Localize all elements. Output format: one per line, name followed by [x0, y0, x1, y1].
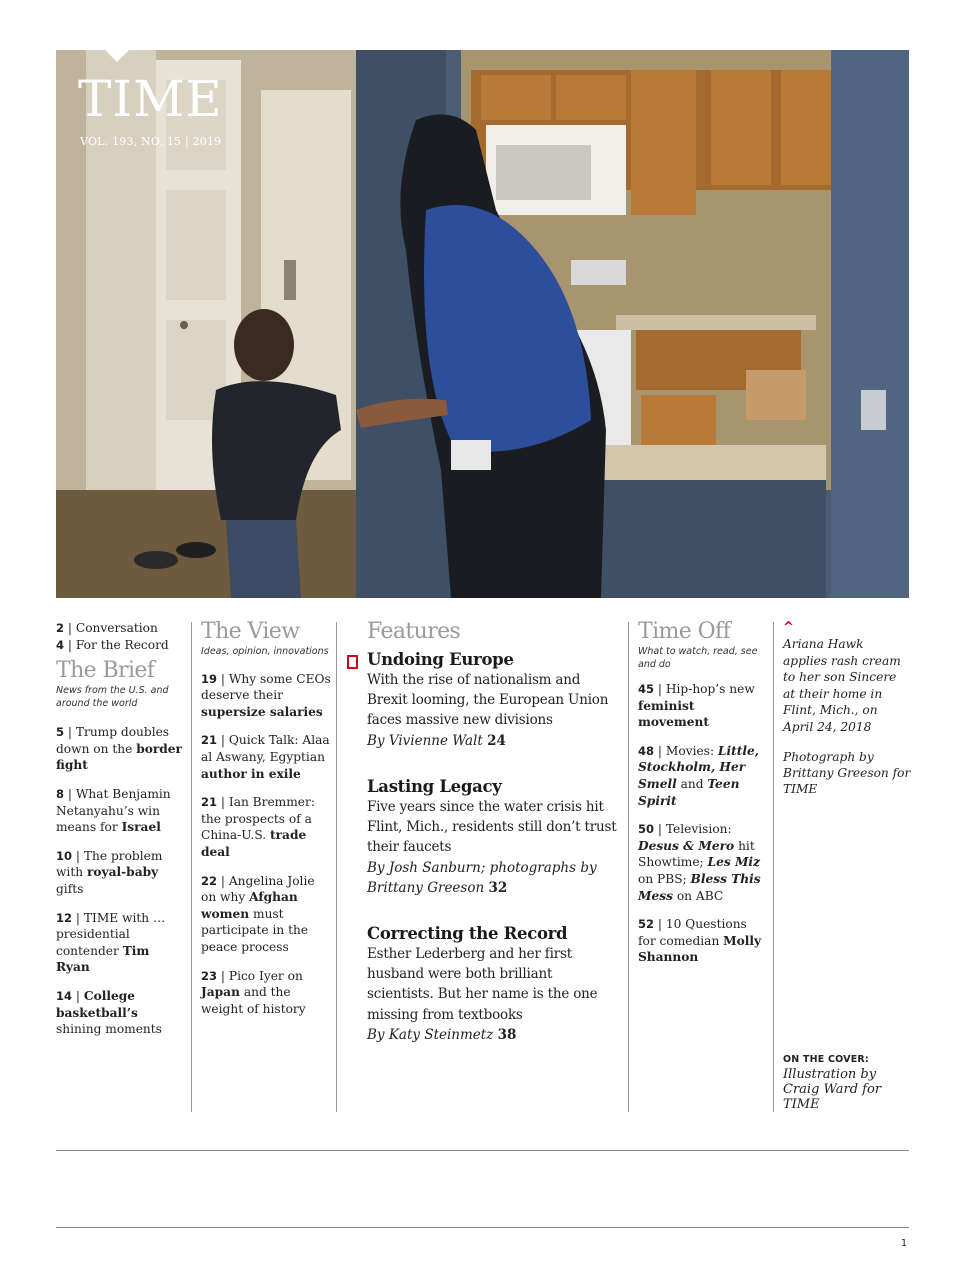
column-divider [628, 622, 629, 1112]
toc-entry[interactable]: 50 | Television: Desus & Mero hit Showtime; Les Miz on PBS; Bless This Mess on ABC [638, 822, 761, 903]
toc-entry[interactable]: 21 | Ian Bremmer: the prospects of a China-U.S. trade deal [201, 795, 315, 859]
page-number: 1 [901, 1238, 908, 1249]
feature-item[interactable] [367, 924, 622, 1045]
toc-entry[interactable]: 14 | College basketball’s shining moments [56, 988, 162, 1037]
feature-byline: By Katy Steinmetz 38 [367, 1026, 517, 1043]
volume-line: VOL. 193, NO. 15 | 2019 [80, 135, 222, 148]
feature-description: Five years since the water crisis hit Flint, Mich., residents still don’t trust their faucets [367, 798, 617, 856]
toc-entry[interactable]: 48 | Movies: Little, Stockholm, Her Smell and Teen Spirit [638, 743, 760, 808]
section-subtitle: What to watch, read, see and do [638, 646, 758, 670]
toc-entry[interactable]: 21 | Quick Talk: Alaa al Aswany, Egyptian author in exile [201, 733, 330, 781]
toc-entry[interactable]: 23 | Pico Iyer on Japan and the weight of history [201, 968, 306, 1016]
cover-photo [56, 50, 909, 598]
feature-title: Lasting Legacy [367, 777, 502, 796]
column-timeoff [638, 620, 766, 966]
toc-entry[interactable]: 12 | TIME with … presidential contender Tim Ryan [56, 910, 166, 975]
feature-item[interactable] [367, 650, 622, 751]
photo-illustration [56, 50, 909, 598]
column-divider [336, 622, 337, 1112]
time-logo: TIME [78, 70, 223, 128]
toc-entry[interactable]: 10 | The problem with royal-baby gifts [56, 848, 163, 896]
feature-byline: By Vivienne Walt 24 [367, 732, 506, 749]
toc-entry[interactable]: 19 | Why some CEOs deserve their supersize salaries [201, 671, 331, 719]
view-list [201, 671, 331, 1018]
column-features [367, 620, 622, 644]
cover-label: ON THE COVER: [783, 1054, 869, 1065]
cover-credit: Illustration by Craig Ward for TIME [783, 1067, 882, 1112]
toc-entry[interactable]: 8 | What Benjamin Netanyahu’s win means for Israel [56, 786, 171, 835]
feature-marker-icon [347, 655, 358, 669]
section-subtitle: Ideas, opinion, innovations [201, 646, 329, 658]
brief-list [56, 724, 186, 1038]
toc-entry[interactable]: 5 | Trump doubles down on the border fight [56, 725, 182, 773]
section-title: Features [367, 619, 461, 644]
feature-title: Correcting the Record [367, 924, 568, 943]
feature-title: Undoing Europe [367, 650, 514, 669]
column-divider [773, 622, 774, 1112]
photo-credit: Photograph by Brittany Greeson for TIME [783, 750, 911, 796]
horizontal-rule [56, 1150, 909, 1151]
section-title: Time Off [638, 619, 731, 644]
feature-byline: By Josh Sanburn; photographs by Brittany Greeson 32 [367, 859, 597, 896]
column-divider [191, 622, 192, 1112]
toc-entry[interactable]: 2 | Conversation [56, 621, 158, 635]
horizontal-rule [56, 1227, 909, 1228]
timeoff-list [638, 681, 766, 966]
section-subtitle: News from the U.S. and around the world [56, 685, 169, 709]
feature-item[interactable] [367, 777, 622, 898]
photo-caption: Ariana Hawk applies rash cream to her son Sincere at their home in Flint, Mich., on April 24, 2018 [783, 637, 901, 734]
caret-up-icon: ^ [783, 620, 794, 635]
section-title: The View [201, 619, 300, 644]
column-brief [56, 620, 186, 1038]
feature-description: Esther Lederberg and her first husband were both brilliant scientists. But her name is the one missing from textbooks [367, 945, 598, 1023]
section-title: The Brief [56, 658, 155, 684]
toc-entry[interactable]: 45 | Hip-hop’s new feminist movement [638, 681, 755, 730]
top-items [56, 620, 186, 653]
header-notch [105, 50, 129, 62]
toc-entry[interactable]: 52 | 10 Questions for comedian Molly Shannon [638, 917, 762, 965]
toc-entry[interactable]: 4 | For the Record [56, 637, 169, 652]
feature-description: With the rise of nationalism and Brexit looming, the European Union faces massive new divisions [367, 671, 609, 729]
toc-entry[interactable]: 22 | Angelina Jolie on why Afghan women must participate in the peace process [201, 873, 315, 954]
column-view [201, 620, 331, 1017]
